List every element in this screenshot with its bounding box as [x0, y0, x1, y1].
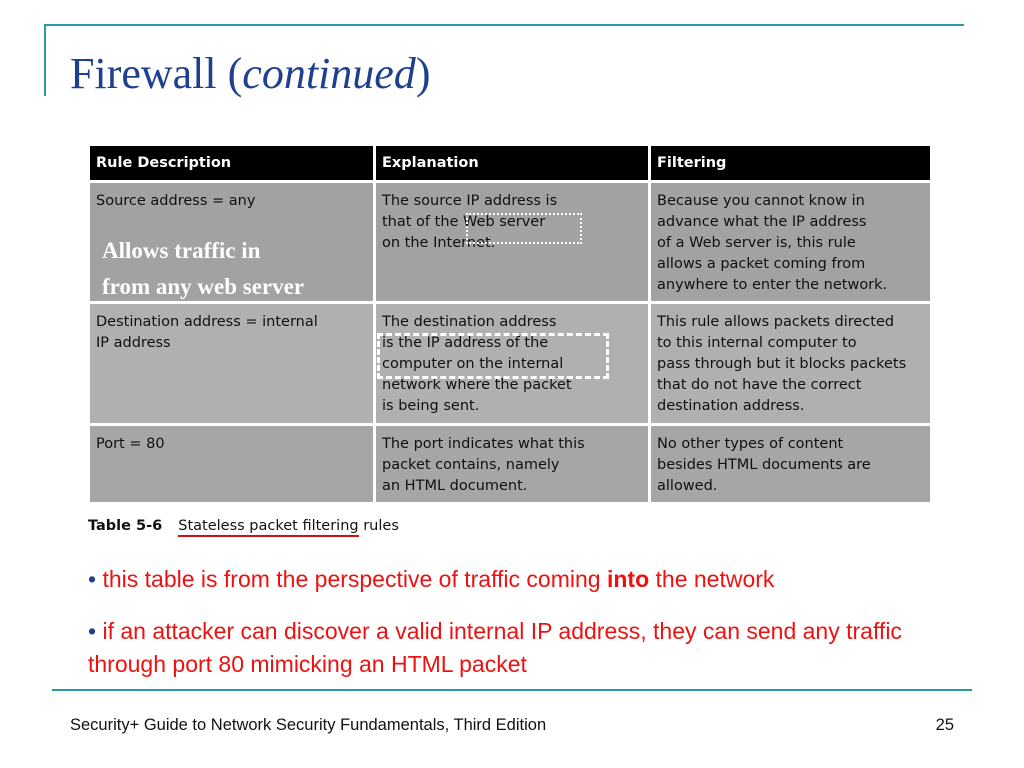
- table-cell: Because you cannot know in advance what the IP address of a Web server is, this rule allows a packet coming from anywhere to enter the network.: [651, 183, 930, 301]
- table-header: Rule Description: [90, 146, 373, 180]
- page-number: 25: [935, 716, 954, 734]
- table-row: [90, 426, 930, 502]
- bottom-rule-line: [52, 689, 972, 691]
- bullet-text: this table is from the perspective of traffic coming: [102, 566, 607, 592]
- left-rule-line: [44, 24, 46, 96]
- table-cell: The port indicates what this packet contains, namely an HTML document.: [376, 426, 648, 502]
- ip-address-highlight-box: [377, 333, 609, 379]
- table-header: Explanation: [376, 146, 648, 180]
- title-close: ): [415, 49, 431, 98]
- caption-highlight: Stateless packet filtering: [178, 518, 358, 537]
- table-cell: Source address = any: [90, 183, 373, 301]
- table-cell: This rule allows packets directed to this internal computer to pass through but it blocks packets that do not have the correct destination address.: [651, 304, 930, 423]
- bullet-item: [88, 563, 968, 596]
- table-cell: Destination address = internal IP address: [90, 304, 373, 423]
- table-cell: The source IP address is that of the Web server on the Internet.: [376, 183, 648, 301]
- table-caption: [88, 518, 399, 534]
- table-number: Table 5-6: [88, 518, 163, 534]
- title-italic: continued: [242, 49, 416, 98]
- top-rule-line: [44, 24, 964, 26]
- web-server-highlight-box: [466, 213, 582, 244]
- bullet-icon: •: [88, 618, 97, 644]
- rule-table: [87, 146, 933, 502]
- table-header-row: [90, 146, 930, 180]
- bullet-item: [88, 615, 918, 681]
- bullet-text: if an attacker can discover a valid internal IP address, they can send any traffic through port 80 mimicking an HTML packet: [88, 618, 902, 677]
- table-cell: No other types of content besides HTML documents are allowed.: [651, 426, 930, 502]
- caption-rest: rules: [358, 518, 399, 534]
- table-cell: Port = 80: [90, 426, 373, 502]
- slide-title: [70, 49, 431, 98]
- footer-title: Security+ Guide to Network Security Fundamentals, Third Edition: [70, 716, 547, 734]
- bullet-text: the network: [649, 566, 775, 592]
- bullet-emphasis: into: [606, 566, 650, 592]
- bullet-icon: •: [88, 566, 97, 592]
- table-header: Filtering: [651, 146, 930, 180]
- title-main: Firewall (: [70, 49, 243, 98]
- table-cell: The destination address is the IP address of the computer on the internal network where the packet is being sent.: [376, 304, 648, 423]
- annotation-overlay: Allows traffic in from any web server: [102, 238, 305, 299]
